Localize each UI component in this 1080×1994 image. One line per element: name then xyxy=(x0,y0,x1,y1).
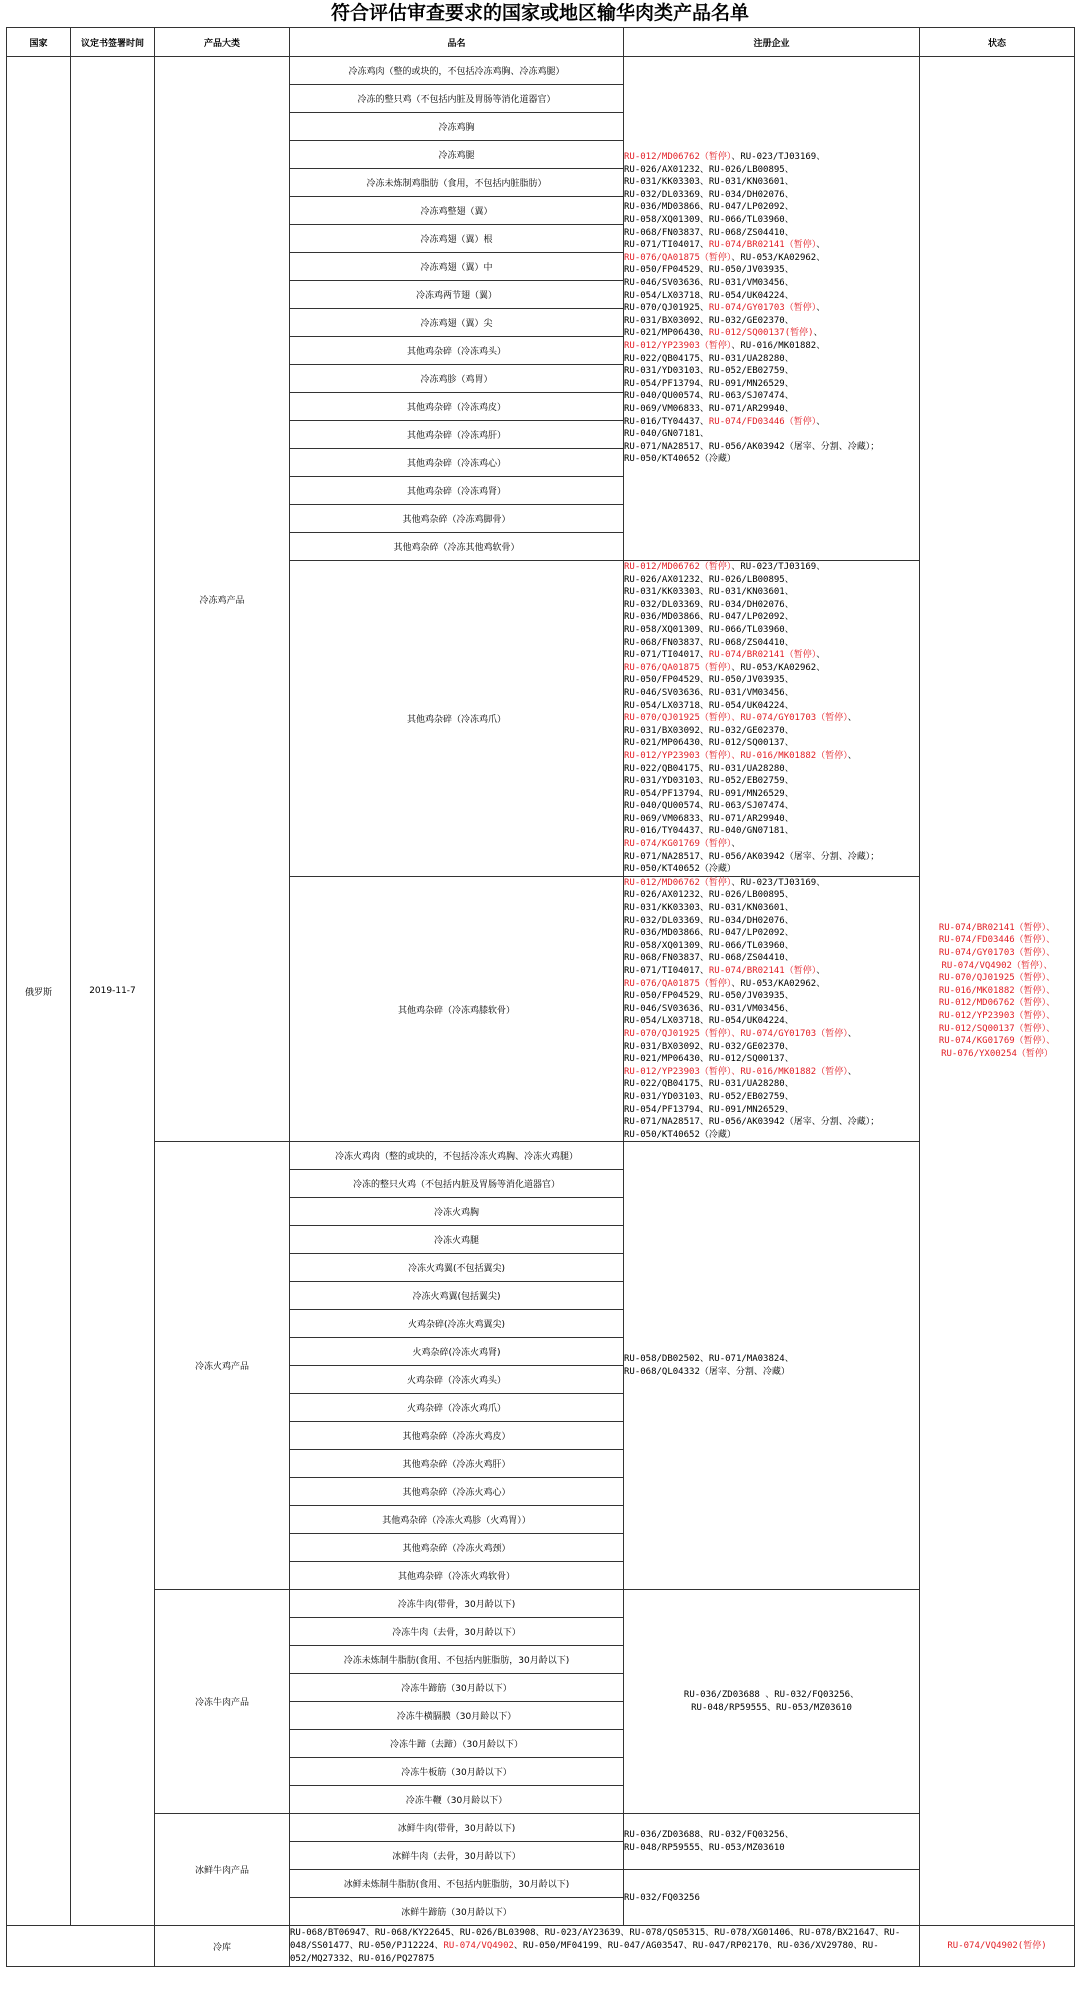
product-name-cell: 火鸡杂碎（冷冻火鸡爪） xyxy=(290,1394,624,1422)
enterprise-text: RU-021/MP06430、 xyxy=(624,328,709,339)
enterprise-text: RU-071/NA28517、RU-056/AK03942（屠宰、分割、冷藏）； xyxy=(624,1117,880,1128)
suspended-enterprise: RU-076/QA01875（暂停） xyxy=(624,662,732,673)
enterprise-text: 、RU-053/KA02962、 xyxy=(731,662,826,673)
product-name-cell: 冷冻鸡翅（翼）根 xyxy=(290,225,624,253)
enterprise-text: RU-036/MD03866、RU-047/LP02092、 xyxy=(624,202,794,213)
enterprise-line xyxy=(624,662,919,675)
status-text: RU-070/QJ01925（暂停）、 xyxy=(938,973,1056,984)
product-name-cell: 冷冻鸡肉（整的或块的，不包括冷冻鸡胸、冷冻鸡腿） xyxy=(290,57,624,85)
suspended-enterprise: RU-012/MD06762（暂停） xyxy=(624,877,732,888)
enterprise-line xyxy=(624,227,919,240)
suspended-status xyxy=(920,1010,1074,1023)
suspended-enterprise: RU-012/MD06762（暂停） xyxy=(624,152,732,163)
enterprise-line xyxy=(624,965,919,978)
enterprise-text: RU-026/AX01232、RU-026/LB00895、 xyxy=(624,164,794,175)
suspended-enterprise: RU-012/MD06762（暂停） xyxy=(624,562,732,572)
header-category: 产品大类 xyxy=(155,28,290,57)
enterprise-line xyxy=(624,561,919,574)
product-name-cell: 冷冻鸡整翅（翼） xyxy=(290,197,624,225)
enterprise-text: RU-068/FN03837、RU-068/ZS04410、 xyxy=(624,637,794,648)
enterprise-text: RU-069/VM06833、RU-071/AR29940、 xyxy=(624,403,794,414)
enterprise-line xyxy=(624,712,919,725)
enterprise-line: RU-036/ZD03688 、RU-032/FQ03256、 xyxy=(683,1690,860,1701)
product-name-cell: 冷冻火鸡胸 xyxy=(290,1198,624,1226)
suspended-enterprise: RU-074/BR02141（暂停） xyxy=(708,966,817,976)
enterprise-text: 、 xyxy=(847,1028,857,1039)
enterprise-line xyxy=(624,164,919,177)
country-cell: 俄罗斯 xyxy=(7,57,71,1926)
enterprise-line xyxy=(624,851,919,864)
product-name-cell: 其他鸡杂碎（冷冻火鸡胗（火鸡胃）） xyxy=(290,1506,624,1534)
enterprise-text: RU-050/FP04529、RU-050/JV03935、 xyxy=(624,265,794,276)
enterprise-text: RU-022/QB04175、RU-031/UA28280、 xyxy=(624,1079,794,1090)
product-name-cell: 其他鸡杂碎（冷冻鸡皮） xyxy=(290,393,624,421)
enterprise-text: RU-032/DL03369、RU-034/DH02076、 xyxy=(624,189,794,200)
enterprise-text: RU-032/DL03369、RU-034/DH02076、 xyxy=(624,599,794,610)
product-name-cell: 冷冻未炼制鸡脂肪（食用，不包括内脏脂肪） xyxy=(290,169,624,197)
enterprise-line xyxy=(624,611,919,624)
enterprise-text: RU-016/TY04437、RU-040/GN07181、 xyxy=(624,826,794,837)
product-name-cell: 冰鲜未炼制牛脂肪(食用、不包括内脏脂肪，30月龄以下) xyxy=(290,1870,624,1898)
product-name-cell: 冰鲜牛肉（去骨，30月龄以下） xyxy=(290,1842,624,1870)
suspended-status xyxy=(920,985,1074,998)
enterprise-text: 、 xyxy=(816,240,826,251)
enterprise-line xyxy=(624,441,919,454)
enterprise-text: 、RU-023/TJ03169、 xyxy=(731,562,826,572)
enterprise-text: RU-050/FP04529、RU-050/JV03935、 xyxy=(624,991,794,1002)
status-text: RU-074/VQ4902（暂停）、 xyxy=(941,960,1053,971)
enterprise-text: 、 xyxy=(847,750,857,761)
product-name-cell: 冷冻火鸡翼(包括翼尖) xyxy=(290,1282,624,1310)
enterprise-text: RU-040/QU00574、RU-063/SJ07474、 xyxy=(624,801,794,812)
product-name-cell: 冰鲜牛肉(带骨，30月龄以下) xyxy=(290,1814,624,1842)
enterprise-line xyxy=(624,750,919,763)
product-name-cell: 其他鸡杂碎（冷冻鸡肝） xyxy=(290,421,624,449)
enterprise-text: RU-022/QB04175、RU-031/UA28280、 xyxy=(624,763,794,774)
enterprise-text: RU-058/XQ01309、RU-066/TL03960、 xyxy=(624,215,794,226)
enterprise-line xyxy=(624,915,919,928)
enterprise-line xyxy=(624,700,919,713)
enterprise-text: 、RU-050/MF04199、RU-047/AG03547、RU-047/RP02170、RU-036/XV29780、RU-052/MQ27332、RU-016/PQ27875 xyxy=(290,1940,879,1964)
enterprise-line: RU-048/RP59555、RU-053/MZ03610 xyxy=(691,1702,852,1713)
enterprise-line xyxy=(624,403,919,416)
enterprise-text: RU-031/KK03303、RU-031/KN03601、 xyxy=(624,177,794,188)
enterprise-line xyxy=(624,687,919,700)
enterprise-text: 、RU-023/TJ03169、 xyxy=(731,152,826,163)
enterprise-text: RU-050/KT40652（冷藏） xyxy=(624,864,736,875)
product-name-cell: 冷冻未炼制牛脂肪(食用、不包括内脏脂肪，30月龄以下) xyxy=(290,1646,624,1674)
suspended-enterprise: RU-012/YP23903（暂停） xyxy=(624,340,732,351)
status-text: RU-076/YX00254（暂停） xyxy=(941,1048,1053,1059)
status-text: RU-074/VQ4902(暂停) xyxy=(947,1941,1047,1952)
enterprise-line: RU-058/DB02502、RU-071/MA03824、 xyxy=(624,1354,794,1365)
enterprise-line: RU-032/FQ03256 xyxy=(624,1892,700,1903)
product-name-cell: 其他鸡杂碎（冷冻鸡肾） xyxy=(290,477,624,505)
enterprise-line xyxy=(624,327,919,340)
enterprise-line xyxy=(624,290,919,303)
enterprise-line xyxy=(624,649,919,662)
suspended-status xyxy=(920,960,1074,973)
enterprise-text: RU-021/MP06430、RU-012/SQ00137、 xyxy=(624,738,794,749)
product-name-cell: 冷冻牛横膈膜（30月龄以下） xyxy=(290,1702,624,1730)
enterprise-text: RU-050/FP04529、RU-050/JV03935、 xyxy=(624,675,794,686)
cold-storage-row xyxy=(7,1926,1075,1967)
product-name-cell: 冷冻牛肉(带骨，30月龄以下) xyxy=(290,1590,624,1618)
enterprise-line xyxy=(624,800,919,813)
suspended-enterprise: RU-074/BR02141（暂停） xyxy=(708,650,817,661)
enterprise-line xyxy=(624,725,919,738)
enterprise-line xyxy=(624,302,919,315)
cold-storage-status xyxy=(920,1926,1075,1967)
table-row xyxy=(7,1590,1075,1618)
enterprise-text: 、RU-023/TJ03169、 xyxy=(731,877,826,888)
enterprise-text: RU-026/AX01232、RU-026/LB00895、 xyxy=(624,574,794,585)
product-name-cell: 其他鸡杂碎（冷冻鸡脚骨） xyxy=(290,505,624,533)
status-text: RU-016/MK01882（暂停）、 xyxy=(938,985,1056,996)
enterprise-line xyxy=(624,952,919,965)
enterprise-text: RU-071/TI04017、 xyxy=(624,240,709,251)
enterprise-line xyxy=(624,990,919,1003)
enterprise-line xyxy=(624,863,919,876)
table-row xyxy=(7,1142,1075,1170)
enterprise-line xyxy=(624,763,919,776)
suspended-enterprise: RU-074/VQ4902 xyxy=(443,1940,514,1951)
suspended-status xyxy=(920,934,1074,947)
enterprise-text: RU-054/PF13794、RU-091/MN26529、 xyxy=(624,378,794,389)
enterprise-text: RU-021/MP06430、RU-012/SQ00137、 xyxy=(624,1054,794,1065)
enterprise-line xyxy=(624,176,919,189)
enterprise-line xyxy=(624,574,919,587)
enterprise-text: RU-070/QJ01925、 xyxy=(624,303,709,314)
enterprise-text: 、 xyxy=(847,713,857,724)
status-text: RU-012/YP23903（暂停）、 xyxy=(938,1011,1056,1022)
enterprise-line xyxy=(624,1015,919,1028)
enterprise-list-cell xyxy=(624,876,920,1141)
category-chicken: 冷冻鸡产品 xyxy=(155,57,290,1142)
status-text: RU-074/FD03446（暂停）、 xyxy=(938,935,1056,946)
enterprise-text: RU-068/FN03837、RU-068/ZS04410、 xyxy=(624,953,794,964)
product-name-cell: 其他鸡杂碎（冷冻鸡爪） xyxy=(290,561,624,877)
enterprise-text: 、 xyxy=(847,1066,857,1077)
enterprise-line xyxy=(624,1028,919,1041)
enterprise-text: RU-068/BT06947、RU-068/KY22645、RU-026/BL03908、RU-023/AY23639、RU-078/QS05315、RU-078/XG01406、RU-078/BX21647、RU-048/SS01477、RU-050/PJ12224、 xyxy=(290,1927,901,1951)
enterprise-text: RU-031/YD03103、RU-052/EB02759、 xyxy=(624,776,794,787)
enterprise-line xyxy=(624,788,919,801)
enterprise-text: RU-031/BX03092、RU-032/GE02370、 xyxy=(624,1041,794,1052)
product-table xyxy=(6,27,1075,1967)
product-name-cell: 火鸡杂碎（冷冻火鸡头） xyxy=(290,1366,624,1394)
enterprise-text: RU-032/DL03369、RU-034/DH02076、 xyxy=(624,915,794,926)
enterprise-line xyxy=(624,1091,919,1104)
enterprise-text: 、 xyxy=(731,839,741,850)
enterprise-line xyxy=(624,239,919,252)
suspended-enterprise: RU-012/SQ00137(暂停) xyxy=(708,328,814,339)
enterprise-text: RU-054/LX03718、RU-054/UK04224、 xyxy=(624,290,794,301)
category-chilled-beef: 冰鲜牛肉产品 xyxy=(155,1814,290,1926)
product-name-cell: 冷冻鸡腿 xyxy=(290,141,624,169)
enterprise-line xyxy=(624,637,919,650)
enterprise-text: 、 xyxy=(813,328,823,339)
product-name-cell: 冷冻鸡两节翅（翼） xyxy=(290,281,624,309)
product-name-cell: 冷冻鸡胗（鸡胃） xyxy=(290,365,624,393)
enterprise-text: RU-071/NA28517、RU-056/AK03942（屠宰、分割、冷藏）； xyxy=(624,851,880,862)
enterprise-text: RU-054/LX03718、RU-054/UK04224、 xyxy=(624,700,794,711)
cold-storage-enterprises xyxy=(290,1926,920,1967)
product-name-cell: 火鸡杂碎(冷冻火鸡肾) xyxy=(290,1338,624,1366)
enterprise-list-cell xyxy=(624,1870,920,1926)
suspended-status xyxy=(920,972,1074,985)
enterprise-line xyxy=(624,428,919,441)
enterprise-line xyxy=(624,1003,919,1016)
enterprise-text: RU-031/YD03103、RU-052/EB02759、 xyxy=(624,366,794,377)
suspended-enterprise: RU-012/YP23903（暂停）、RU-016/MK01882（暂停） xyxy=(624,750,848,761)
enterprise-text: RU-069/VM06833、RU-071/AR29940、 xyxy=(624,813,794,824)
enterprise-line xyxy=(624,877,919,890)
enterprise-line xyxy=(624,775,919,788)
suspended-status xyxy=(920,1048,1074,1061)
suspended-enterprise: RU-076/QA01875（暂停） xyxy=(624,978,732,989)
enterprise-text: 、RU-016/MK01882、 xyxy=(731,340,826,351)
product-name-cell: 其他鸡杂碎（冷冻火鸡皮） xyxy=(290,1422,624,1450)
table-row xyxy=(7,1814,1075,1842)
enterprise-text: 、 xyxy=(816,303,826,314)
enterprise-line xyxy=(624,737,919,750)
enterprise-text: RU-068/FN03837、RU-068/ZS04410、 xyxy=(624,227,794,238)
suspended-enterprise: RU-070/QJ01925（暂停）、RU-074/GY01703（暂停） xyxy=(624,713,848,724)
enterprise-list-cell xyxy=(624,57,920,561)
enterprise-line xyxy=(624,825,919,838)
enterprise-text: RU-036/MD03866、RU-047/LP02092、 xyxy=(624,612,794,623)
enterprise-text: RU-016/TY04437、 xyxy=(624,416,709,427)
enterprise-line xyxy=(624,189,919,202)
header-sign-date: 议定书签署时间 xyxy=(71,28,155,57)
enterprise-line xyxy=(624,813,919,826)
product-name-cell: 冷冻牛肉（去骨，30月龄以下） xyxy=(290,1618,624,1646)
cold-storage-label: 冷库 xyxy=(155,1926,290,1967)
status-text: RU-074/KG01769（暂停）、 xyxy=(938,1036,1056,1047)
cold-storage-spacer xyxy=(71,1926,155,1967)
enterprise-line xyxy=(624,365,919,378)
enterprise-text: RU-031/BX03092、RU-032/GE02370、 xyxy=(624,315,794,326)
enterprise-line xyxy=(624,674,919,687)
page-title: 符合评估审查要求的国家或地区输华肉类产品名单 xyxy=(330,2,749,24)
cold-storage-spacer xyxy=(7,1926,71,1967)
enterprise-line xyxy=(624,624,919,637)
enterprise-text: RU-050/KT40652（冷藏） xyxy=(624,1129,736,1140)
enterprise-text: RU-071/NA28517、RU-056/AK03942（屠宰、分割、冷藏）； xyxy=(624,441,880,452)
enterprise-text: RU-046/SV03636、RU-031/VM03456、 xyxy=(624,687,794,698)
product-name-cell: 冷冻火鸡腿 xyxy=(290,1226,624,1254)
enterprise-list-cell xyxy=(624,561,920,877)
header-product-name: 品名 xyxy=(290,28,624,57)
product-name-cell: 冷冻的整只鸡（不包括内脏及胃肠等消化道器官） xyxy=(290,85,624,113)
enterprise-line xyxy=(624,416,919,429)
enterprise-line xyxy=(624,353,919,366)
enterprise-line xyxy=(624,940,919,953)
suspended-status xyxy=(920,1035,1074,1048)
header-status: 状态 xyxy=(920,28,1075,57)
enterprise-text: 、RU-053/KA02962、 xyxy=(731,252,826,263)
header-country: 国家 xyxy=(7,28,71,57)
enterprise-line xyxy=(624,453,919,466)
enterprise-text: RU-058/XQ01309、RU-066/TL03960、 xyxy=(624,940,794,951)
enterprise-text: RU-058/XQ01309、RU-066/TL03960、 xyxy=(624,624,794,635)
enterprise-line xyxy=(624,264,919,277)
enterprise-line xyxy=(624,340,919,353)
status-cell xyxy=(920,57,1075,1926)
enterprise-text: RU-040/QU00574、RU-063/SJ07474、 xyxy=(624,391,794,402)
enterprise-line xyxy=(624,1116,919,1129)
enterprise-line xyxy=(624,1078,919,1091)
status-text: RU-074/GY01703（暂停）、 xyxy=(938,948,1056,959)
enterprise-text: RU-040/GN07181、 xyxy=(624,429,709,440)
sign-date-cell: 2019-11-7 xyxy=(71,57,155,1926)
enterprise-line xyxy=(624,151,919,164)
enterprise-line xyxy=(624,838,919,851)
product-name-cell: 其他鸡杂碎（冷冻鸡心） xyxy=(290,449,624,477)
product-name-cell: 其他鸡杂碎（冷冻火鸡颈） xyxy=(290,1534,624,1562)
product-name-cell: 冷冻牛板筋（30月龄以下） xyxy=(290,1758,624,1786)
enterprise-line xyxy=(624,889,919,902)
category-turkey: 冷冻火鸡产品 xyxy=(155,1142,290,1590)
product-name-cell: 冷冻鸡翅（翼）中 xyxy=(290,253,624,281)
product-name-cell: 冷冻牛鞭（30月龄以下） xyxy=(290,1786,624,1814)
enterprise-text: RU-046/SV03636、RU-031/VM03456、 xyxy=(624,1003,794,1014)
enterprise-line xyxy=(624,1053,919,1066)
enterprise-text: RU-046/SV03636、RU-031/VM03456、 xyxy=(624,278,794,289)
product-name-cell: 冷冻的整只火鸡（不包括内脏及胃肠等消化道器官） xyxy=(290,1170,624,1198)
status-text: RU-012/SQ00137（暂停）、 xyxy=(938,1023,1056,1034)
status-text: RU-012/MD06762（暂停）、 xyxy=(938,998,1056,1009)
suspended-enterprise: RU-074/BR02141（暂停） xyxy=(708,240,817,251)
enterprise-text: RU-071/TI04017、 xyxy=(624,966,709,976)
enterprise-text: RU-071/TI04017、 xyxy=(624,650,709,661)
product-name-cell: 冷冻牛蹄（去蹄）（30月龄以下） xyxy=(290,1730,624,1758)
enterprise-line xyxy=(624,378,919,391)
suspended-enterprise: RU-012/YP23903（暂停）、RU-016/MK01882（暂停） xyxy=(624,1066,848,1077)
enterprise-text: 、 xyxy=(816,416,826,427)
product-name-cell: 火鸡杂碎(冷冻火鸡翼尖) xyxy=(290,1310,624,1338)
enterprise-text: RU-050/KT40652（冷藏） xyxy=(624,454,736,465)
suspended-status xyxy=(920,1023,1074,1036)
enterprise-list-cell xyxy=(624,1590,920,1814)
enterprise-line xyxy=(624,252,919,265)
enterprise-line xyxy=(624,902,919,915)
enterprise-text: 、 xyxy=(816,650,826,661)
suspended-status xyxy=(920,947,1074,960)
enterprise-line xyxy=(624,927,919,940)
header-enterprises: 注册企业 xyxy=(624,28,920,57)
enterprise-text: RU-026/AX01232、RU-026/LB00895、 xyxy=(624,890,794,901)
enterprise-line xyxy=(624,1104,919,1117)
product-name-cell: 其他鸡杂碎（冷冻鸡头） xyxy=(290,337,624,365)
suspended-enterprise: RU-074/GY01703（暂停） xyxy=(708,303,817,314)
enterprise-line xyxy=(624,390,919,403)
enterprise-line xyxy=(624,599,919,612)
product-name-cell: 其他鸡杂碎（冷冻火鸡心） xyxy=(290,1478,624,1506)
product-name-cell: 冷冻鸡翅（翼）尖 xyxy=(290,309,624,337)
enterprise-text: RU-054/PF13794、RU-091/MN26529、 xyxy=(624,788,794,799)
enterprise-text: RU-022/QB04175、RU-031/UA28280、 xyxy=(624,353,794,364)
suspended-status xyxy=(920,997,1074,1010)
enterprise-text: RU-031/KK03303、RU-031/KN03601、 xyxy=(624,903,794,914)
product-name-cell: 冷冻火鸡翼(不包括翼尖) xyxy=(290,1254,624,1282)
enterprise-list-cell xyxy=(624,1142,920,1590)
product-name-cell: 其他鸡杂碎（冷冻火鸡软骨） xyxy=(290,1562,624,1590)
enterprise-text: 、RU-053/KA02962、 xyxy=(731,978,826,989)
enterprise-line xyxy=(624,214,919,227)
suspended-enterprise: RU-074/KG01769（暂停） xyxy=(624,839,732,850)
suspended-status xyxy=(920,922,1074,935)
enterprise-line xyxy=(624,315,919,328)
header-row xyxy=(7,28,1075,57)
product-name-cell: 冷冻牛蹄筋（30月龄以下） xyxy=(290,1674,624,1702)
category-frozen-beef: 冷冻牛肉产品 xyxy=(155,1590,290,1814)
enterprise-text: RU-054/LX03718、RU-054/UK04224、 xyxy=(624,1016,794,1027)
enterprise-text: RU-031/KK03303、RU-031/KN03601、 xyxy=(624,587,794,598)
enterprise-line: RU-036/ZD03688、RU-032/FQ03256、 xyxy=(624,1830,794,1841)
status-text: RU-074/BR02141（暂停）、 xyxy=(938,922,1056,933)
enterprise-text: RU-036/MD03866、RU-047/LP02092、 xyxy=(624,928,794,939)
table-row xyxy=(7,57,1075,85)
product-name-cell: 其他鸡杂碎（冷冻鸡膝软骨） xyxy=(290,876,624,1141)
enterprise-text: RU-054/PF13794、RU-091/MN26529、 xyxy=(624,1104,794,1115)
enterprise-line xyxy=(624,1066,919,1079)
product-name-cell: 冷冻鸡胸 xyxy=(290,113,624,141)
product-name-cell: 其他鸡杂碎（冷冻其他鸡软骨） xyxy=(290,533,624,561)
suspended-enterprise: RU-076/QA01875（暂停） xyxy=(624,252,732,263)
product-name-cell: 其他鸡杂碎（冷冻火鸡肝） xyxy=(290,1450,624,1478)
product-name-cell: 冰鲜牛蹄筋（30月龄以下） xyxy=(290,1898,624,1926)
enterprise-text: RU-031/BX03092、RU-032/GE02370、 xyxy=(624,725,794,736)
enterprise-line xyxy=(624,586,919,599)
enterprise-line: RU-068/QL04332（屠宰、分割、冷藏） xyxy=(624,1366,790,1377)
enterprise-line xyxy=(624,201,919,214)
enterprise-line: RU-048/RP59555、RU-053/MZ03610 xyxy=(624,1842,785,1853)
enterprise-line xyxy=(624,978,919,991)
enterprise-text: 、 xyxy=(816,966,826,976)
enterprise-text: RU-031/YD03103、RU-052/EB02759、 xyxy=(624,1091,794,1102)
enterprise-list-cell xyxy=(624,1814,920,1870)
enterprise-line xyxy=(624,1129,919,1142)
enterprise-line xyxy=(624,277,919,290)
suspended-enterprise: RU-070/QJ01925（暂停）、RU-074/GY01703（暂停） xyxy=(624,1028,848,1039)
product-name-cell: 冷冻火鸡肉（整的或块的，不包括冷冻火鸡胸、冷冻火鸡腿） xyxy=(290,1142,624,1170)
suspended-enterprise: RU-074/FD03446（暂停） xyxy=(708,416,817,427)
enterprise-line xyxy=(624,1041,919,1054)
